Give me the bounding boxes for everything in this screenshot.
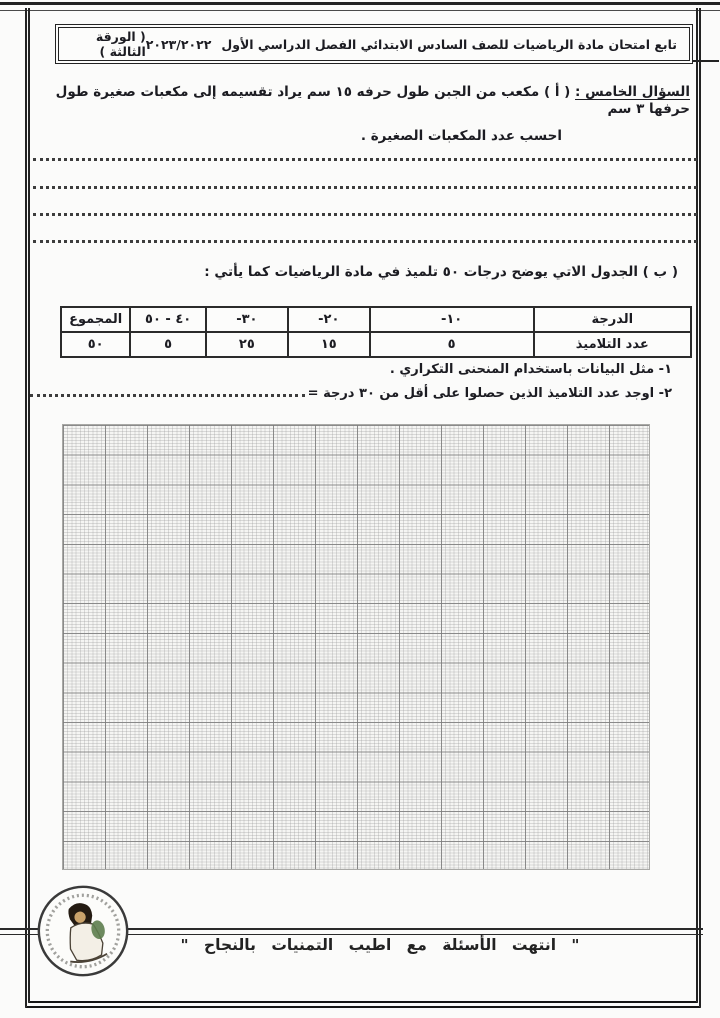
header-bar [55,24,693,64]
question5-block [45,84,690,145]
cell-students-label: عدد التلاميذ [534,332,692,357]
school-stamp-seal-icon [27,875,138,986]
col-header-total: المجموع [61,307,130,332]
cell-count-30: ٢٥ [206,332,288,357]
grades-table [60,306,692,358]
question5-label: السؤال الخامس : [575,84,690,100]
table-row-grades [61,307,691,332]
answer-dotted-line [33,205,697,216]
sheet-number-label: ( الورقة الثالثة ) [95,29,146,59]
answer-dotted-line [33,178,697,189]
cell-count-10: ٥ [370,332,534,357]
col-header-40-50: ٤٠ - ٥٠ [130,307,206,332]
answer-dotted-line [33,232,697,243]
table-row-counts [61,332,691,357]
instruction-2 [30,386,672,401]
exam-year: ٢٠٢٣/٢٠٢٢ [145,36,212,52]
closing-wish-text: " انتهت الأسئلة مع اطيب التمنيات بالنجاح " [180,936,580,954]
col-header-20: ٢٠- [288,307,370,332]
question5-part-b: ( ب ) الجدول الاتي يوضح درجات ٥٠ تلميذ في مادة الرياضيات كما يأتي : [204,264,678,280]
col-header-10: ١٠- [370,307,534,332]
cell-count-total: ٥٠ [61,332,130,357]
answer-dotted-line [33,150,697,161]
exam-title: تابع امتحان مادة الرياضيات للصف السادس الابتدائي الفصل الدراسي الأول [221,36,677,52]
question5-part-a-text: ( أ ) مكعب من الجبن طول حرفه ١٥ سم يراد تقسيمه إلى مكعبات صغيرة طول حرفها ٣ سم [55,84,690,117]
col-header-grade: الدرجة [534,307,692,332]
answer-dotted-line [30,394,305,397]
question5-part-a [45,84,690,118]
cell-count-40-50: ٥ [130,332,206,357]
graph-paper-grid [62,424,650,870]
question5-part-a-line2: احسب عدد المكعبات الصغيرة . [360,127,562,144]
cell-count-20: ١٥ [288,332,370,357]
header-rule-tick [693,60,719,62]
school-stamp-logo [27,875,138,986]
instruction-2-text: ٢- اوجد عدد التلاميذ الذين حصلوا على أقل من ٣٠ درجة = [307,386,672,401]
instruction-1: ١- مثل البيانات باستخدام المنحنى التكراري . [389,362,672,377]
col-header-30: ٣٠- [206,307,288,332]
